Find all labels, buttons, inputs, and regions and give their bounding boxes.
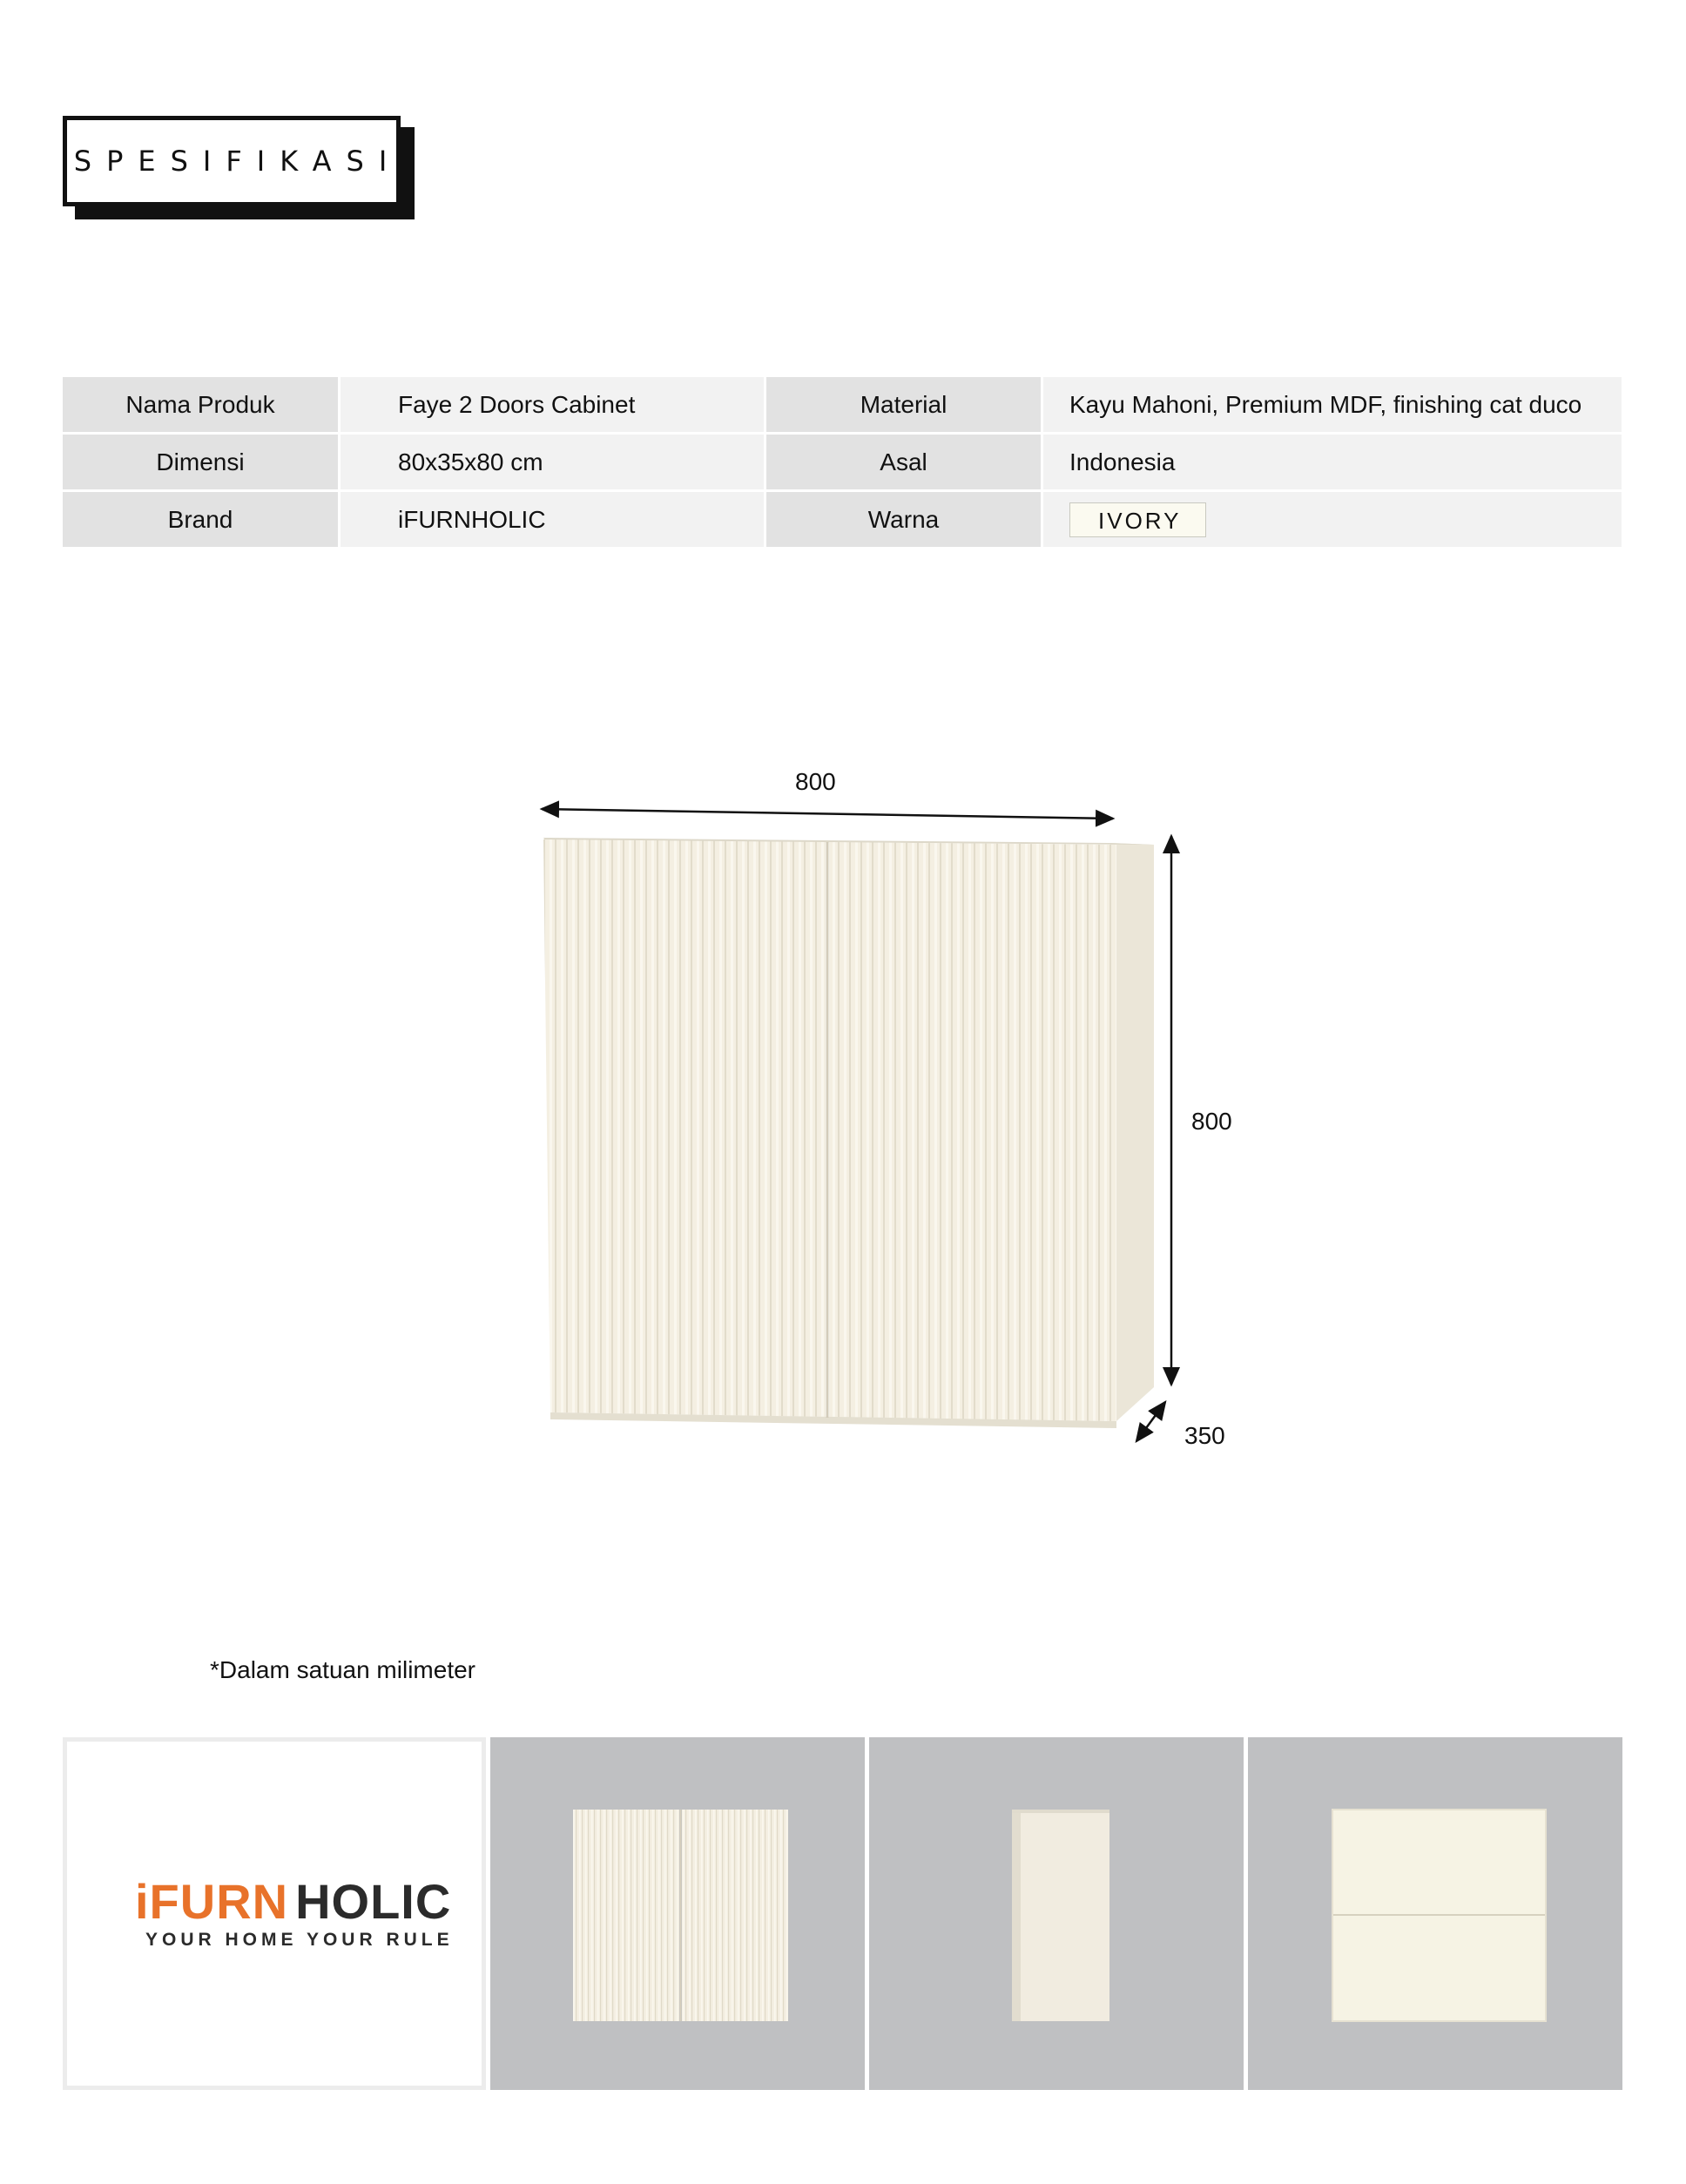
spec-table	[63, 377, 1622, 549]
thumbnail-side-view	[869, 1737, 1244, 2090]
logo-word-holic: HOLIC	[295, 1874, 452, 1929]
spec-label-material: Material	[766, 377, 1041, 432]
spec-label-dimension: Dimensi	[63, 435, 338, 489]
spec-value-material: Kayu Mahoni, Premium MDF, finishing cat duco	[1043, 377, 1622, 432]
cabinet-right-door	[829, 842, 1116, 1421]
cabinet-left-door	[543, 839, 826, 1417]
top-view-image	[1248, 1737, 1622, 2090]
width-dimension-label: 800	[795, 768, 836, 795]
logo-word-ifurn: iFURN	[135, 1874, 289, 1929]
cabinet-top-edge	[543, 838, 1154, 845]
side-view-image	[869, 1737, 1244, 2090]
color-swatch: IVORY	[1069, 502, 1206, 537]
spec-label-brand: Brand	[63, 492, 338, 547]
spec-value-color	[1043, 492, 1622, 547]
cabinet-bottom-edge	[550, 1412, 1116, 1428]
spec-row	[63, 377, 1622, 432]
spec-label-origin: Asal	[766, 435, 1041, 489]
spec-label-product-name: Nama Produk	[63, 377, 338, 432]
spec-value-dimension: 80x35x80 cm	[341, 435, 764, 489]
thumbnail-front-view	[490, 1737, 865, 2090]
depth-dimension-arrow	[1136, 1402, 1165, 1441]
spec-row	[63, 492, 1622, 547]
spec-value-origin: Indonesia	[1043, 435, 1622, 489]
logo-tagline: YOUR HOME YOUR RULE	[145, 1930, 454, 1950]
header-badge	[63, 116, 401, 206]
thumbnail-strip	[63, 1737, 1622, 2090]
thumbnail-top-view	[1248, 1737, 1622, 2090]
page-title: SPESIFIKASI	[73, 145, 402, 178]
spec-label-color: Warna	[766, 492, 1041, 547]
unit-note: *Dalam satuan milimeter	[210, 1656, 475, 1683]
front-view-image	[490, 1737, 865, 2090]
spec-value-brand: iFURNHOLIC	[341, 492, 764, 547]
width-dimension-arrow	[542, 809, 1113, 819]
spec-value-product-name: Faye 2 Doors Cabinet	[341, 377, 764, 432]
brand-logo-tile	[63, 1737, 486, 2090]
cabinet-side-panel	[1110, 843, 1154, 1421]
height-dimension-label: 800	[1191, 1108, 1232, 1135]
depth-dimension-label: 350	[1184, 1422, 1225, 1449]
brand-logo	[135, 1874, 454, 1951]
spec-row	[63, 435, 1622, 489]
